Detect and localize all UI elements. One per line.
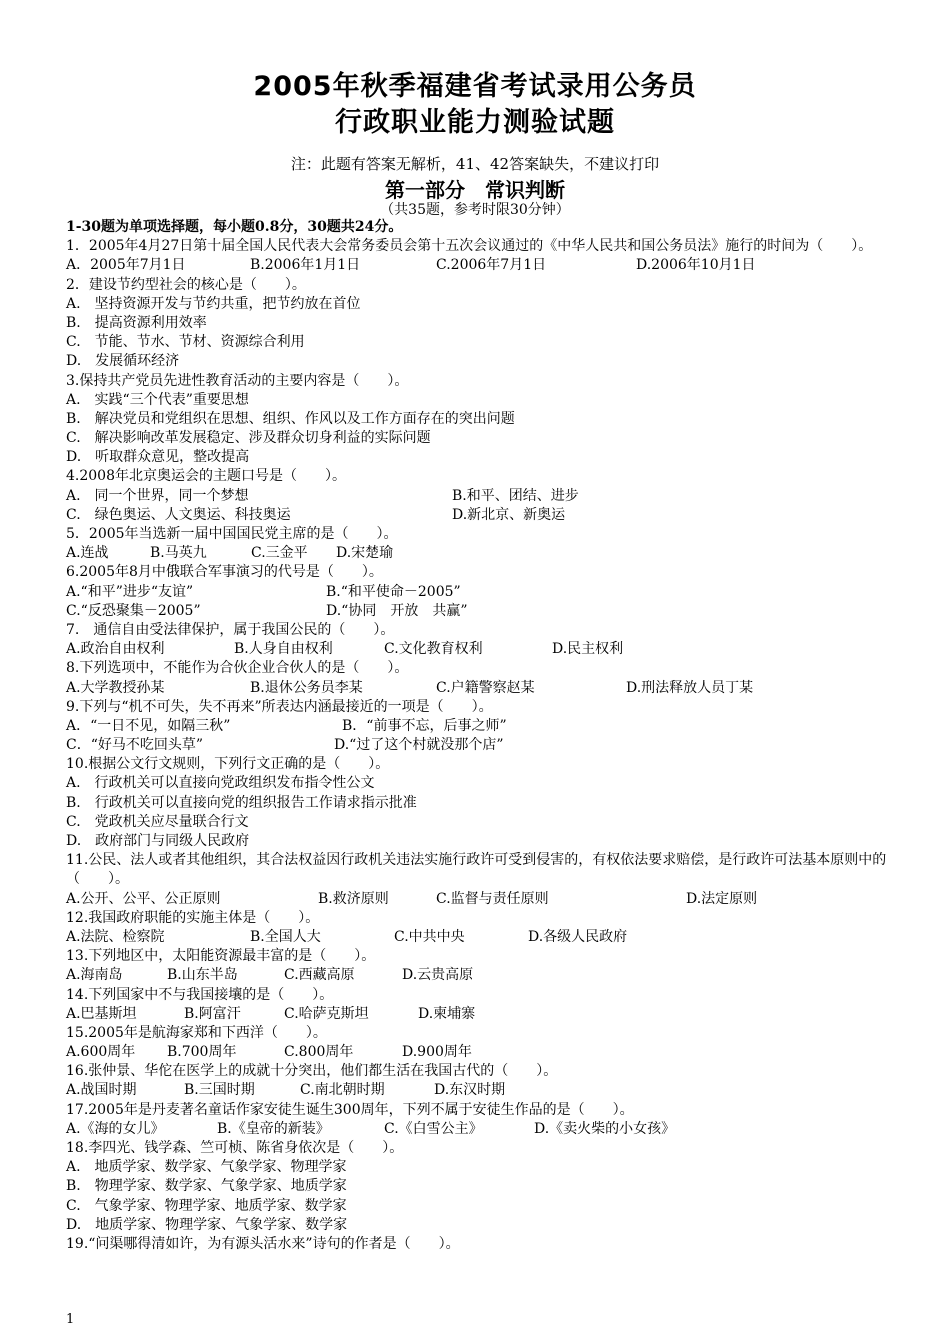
option-b: B.全国人大	[250, 928, 321, 945]
question-7-options	[66, 640, 888, 659]
option-b: B.“和平使命－2005”	[326, 583, 461, 600]
option-b: B.人身自由权利	[234, 641, 333, 658]
question-1-options	[66, 256, 888, 275]
option-b: B.《皇帝的新装》	[217, 1120, 330, 1137]
question-15-options	[66, 1043, 888, 1062]
question-3-stem: 3.保持共产党员先进性教育活动的主要内容是（ ）。	[66, 372, 409, 389]
option-a: A.“和平”进步“友谊”	[66, 583, 194, 600]
option-d: D.“协同 开放 共赢”	[326, 602, 468, 619]
question-18-option-c: C. 气象学家、物理学家、地质学家、数学家	[66, 1197, 347, 1214]
question-11-stem: 11.公民、法人或者其他组织，其合法权益因行政机关违法实施行政许可受到侵害的，有权依法要求赔偿，是行政许可法基本原则中的（ ）。	[66, 852, 887, 888]
exam-title-line1: 2005年秋季福建省考试录用公务员	[253, 71, 697, 102]
option-c: C.文化教育权利	[384, 641, 483, 658]
page-number: 1	[66, 1312, 75, 1327]
option-b: B.马英九	[150, 545, 207, 562]
option-c: C.2006年7月1日	[436, 257, 547, 274]
question-18-option-b: B. 物理学家、数学家、气象学家、地质学家	[66, 1178, 347, 1195]
option-b: B.和平、团结、进步	[452, 487, 579, 504]
option-a: A.海南岛	[66, 967, 123, 984]
question-19-stem: 19.“问渠哪得清如许，为有源头活水来”诗句的作者是（ ）。	[66, 1235, 460, 1252]
option-d: D.新北京、新奥运	[452, 506, 566, 523]
part-subtitle: （共35题，参考时限30分钟）	[380, 202, 570, 218]
question-list	[66, 218, 888, 1254]
question-3-option-b: B. 解决党员和党组织在思想、组织、作风以及工作方面存在的突出问题	[66, 410, 515, 427]
option-d: D.900周年	[402, 1044, 472, 1061]
option-d: D.云贵高原	[402, 967, 474, 984]
option-c: C.西藏高原	[284, 967, 355, 984]
question-6-stem: 6.2005年8月中俄联合军事演习的代号是（ ）。	[66, 564, 383, 581]
question-4-stem: 4.2008年北京奥运会的主题口号是（ ）。	[66, 468, 346, 485]
question-9-options-row1	[66, 717, 888, 736]
question-8-options	[66, 679, 888, 698]
option-c: C.800周年	[284, 1044, 354, 1061]
option-c: C.“反恐聚集－2005”	[66, 602, 201, 619]
question-2-stem: 2．建设节约型社会的核心是（ ）。	[66, 276, 306, 293]
option-d: D.民主权利	[552, 641, 624, 658]
option-a: A．2005年7月1日	[66, 257, 186, 274]
option-d: D.“过了这个村就没那个店”	[334, 737, 504, 754]
question-7-stem: 7. 通信自由受法律保护，属于我国公民的（ ）。	[66, 621, 395, 638]
option-a: A.大学教授孙某	[66, 679, 165, 696]
question-1-stem: 1．2005年4月27日第十届全国人民代表大会常务委员会第十五次会议通过的《中华人民共和国公务员法》施行的时间为（ ）。	[66, 238, 873, 255]
question-14-stem: 14.下列国家中不与我国接壤的是（ ）。	[66, 986, 334, 1003]
question-11-options	[66, 890, 888, 909]
question-3-option-c: C. 解决影响改革发展稳定、涉及群众切身利益的实际问题	[66, 430, 431, 447]
question-10-option-c: C. 党政机关应尽量联合行文	[66, 813, 249, 830]
question-6-options-row2	[66, 602, 888, 621]
question-16-stem: 16.张仲景、华佗在医学上的成就十分突出，他们都生活在我国古代的（ ）。	[66, 1063, 558, 1080]
option-a: A.公开、公平、公正原则	[66, 890, 221, 907]
option-d: D.各级人民政府	[528, 928, 628, 945]
question-17-options	[66, 1120, 888, 1139]
question-10-stem: 10.根据公文行文规则，下列行文正确的是（ ）。	[66, 756, 390, 773]
option-c: C.监督与责任原则	[436, 890, 549, 907]
question-9-stem: 9.下列与“机不可失，失不再来”所表达内涵最接近的一项是（ ）。	[66, 698, 493, 715]
option-c: C.户籍警察赵某	[436, 679, 535, 696]
option-d: D.柬埔寨	[418, 1005, 476, 1022]
option-a: A. 同一个世界，同一个梦想	[66, 487, 249, 504]
question-13-stem: 13.下列地区中，太阳能资源最丰富的是（ ）。	[66, 948, 376, 965]
question-2-option-d: D. 发展循环经济	[66, 353, 180, 370]
option-d: D.2006年10月1日	[636, 257, 756, 274]
question-18-option-d: D. 地质学家、物理学家、气象学家、数学家	[66, 1216, 348, 1233]
option-d: D.《卖火柴的小女孩》	[534, 1120, 676, 1137]
question-3-option-d: D. 听取群众意见，整改提高	[66, 449, 250, 466]
question-10-option-d: D. 政府部门与同级人民政府	[66, 833, 250, 850]
question-5-stem: 5．2005年当选新一届中国国民党主席的是（ ）。	[66, 526, 398, 543]
question-16-options	[66, 1081, 888, 1100]
print-note: 注：此题有答案无解析，41、42答案缺失，不建议打印	[290, 155, 660, 173]
option-a: A.《海的女儿》	[66, 1120, 165, 1137]
question-10-option-a: A. 行政机关可以直接向党政组织发布指令性公文	[66, 775, 375, 792]
question-4-options-row1	[66, 487, 888, 506]
option-c: C. 绿色奥运、人文奥运、科技奥运	[66, 506, 291, 523]
option-b: B．“前事不忘，后事之师”	[342, 717, 507, 734]
option-b: B.阿富汗	[184, 1005, 241, 1022]
option-c: C.哈萨克斯坦	[284, 1005, 369, 1022]
question-15-stem: 15.2005年是航海家郑和下西洋（ ）。	[66, 1024, 327, 1041]
question-12-options	[66, 928, 888, 947]
option-b: B.2006年1月1日	[250, 257, 361, 274]
question-10-option-b: B. 行政机关可以直接向党的组织报告工作请求指示批准	[66, 794, 417, 811]
option-b: B.退休公务员李某	[250, 679, 363, 696]
option-d: D.东汉时期	[434, 1082, 506, 1099]
question-2-option-c: C. 节能、节水、节材、资源综合利用	[66, 334, 305, 351]
question-17-stem: 17.2005年是丹麦著名童话作家安徒生诞生300周年，下列不属于安徒生作品的是（ ）。	[66, 1101, 634, 1118]
option-b: B.山东半岛	[167, 967, 238, 984]
option-b: B.救济原则	[318, 890, 389, 907]
option-a: A.政治自由权利	[66, 641, 165, 658]
option-c: C．“好马不吃回头草”	[66, 737, 204, 754]
question-9-options-row2	[66, 736, 888, 755]
question-2-option-b: B. 提高资源利用效率	[66, 314, 207, 331]
option-a: A.法院、检察院	[66, 928, 165, 945]
option-a: A.连战	[66, 545, 109, 562]
question-3-option-a: A. 实践“三个代表”重要思想	[66, 391, 249, 408]
question-8-stem: 8.下列选项中，不能作为合伙企业合伙人的是（ ）。	[66, 660, 409, 677]
question-6-options-row1	[66, 583, 888, 602]
question-13-options	[66, 966, 888, 985]
question-12-stem: 12.我国政府职能的实施主体是（ ）。	[66, 909, 320, 926]
option-b: B.700周年	[167, 1044, 237, 1061]
option-d: D.刑法释放人员丁某	[626, 679, 754, 696]
option-d: D.法定原则	[686, 890, 758, 907]
question-2-option-a: A. 坚持资源开发与节约共重，把节约放在首位	[66, 295, 361, 312]
option-b: B.三国时期	[184, 1082, 255, 1099]
question-5-options	[66, 544, 888, 563]
option-c: C.《白雪公主》	[384, 1120, 483, 1137]
option-a: A.巴基斯坦	[66, 1005, 137, 1022]
question-4-options-row2	[66, 506, 888, 525]
question-18-stem: 18.李四光、钱学森、竺可桢、陈省身依次是（ ）。	[66, 1140, 404, 1157]
option-c: C.南北朝时期	[300, 1082, 385, 1099]
option-a: A.600周年	[66, 1044, 136, 1061]
option-c: C.三金平	[251, 545, 308, 562]
option-a: A．“一日不见，如隔三秋”	[66, 717, 231, 734]
section-instructions: 1-30题为单项选择题，每小题0.8分，30题共24分。	[66, 219, 403, 235]
option-c: C.中共中央	[394, 928, 465, 945]
question-14-options	[66, 1005, 888, 1024]
question-18-option-a: A. 地质学家、数学家、气象学家、物理学家	[66, 1159, 347, 1176]
part-title: 第一部分 常识判断	[385, 178, 565, 202]
option-a: A.战国时期	[66, 1082, 137, 1099]
exam-title-line2: 行政职业能力测验试题	[335, 107, 615, 138]
option-d: D.宋楚瑜	[336, 545, 394, 562]
